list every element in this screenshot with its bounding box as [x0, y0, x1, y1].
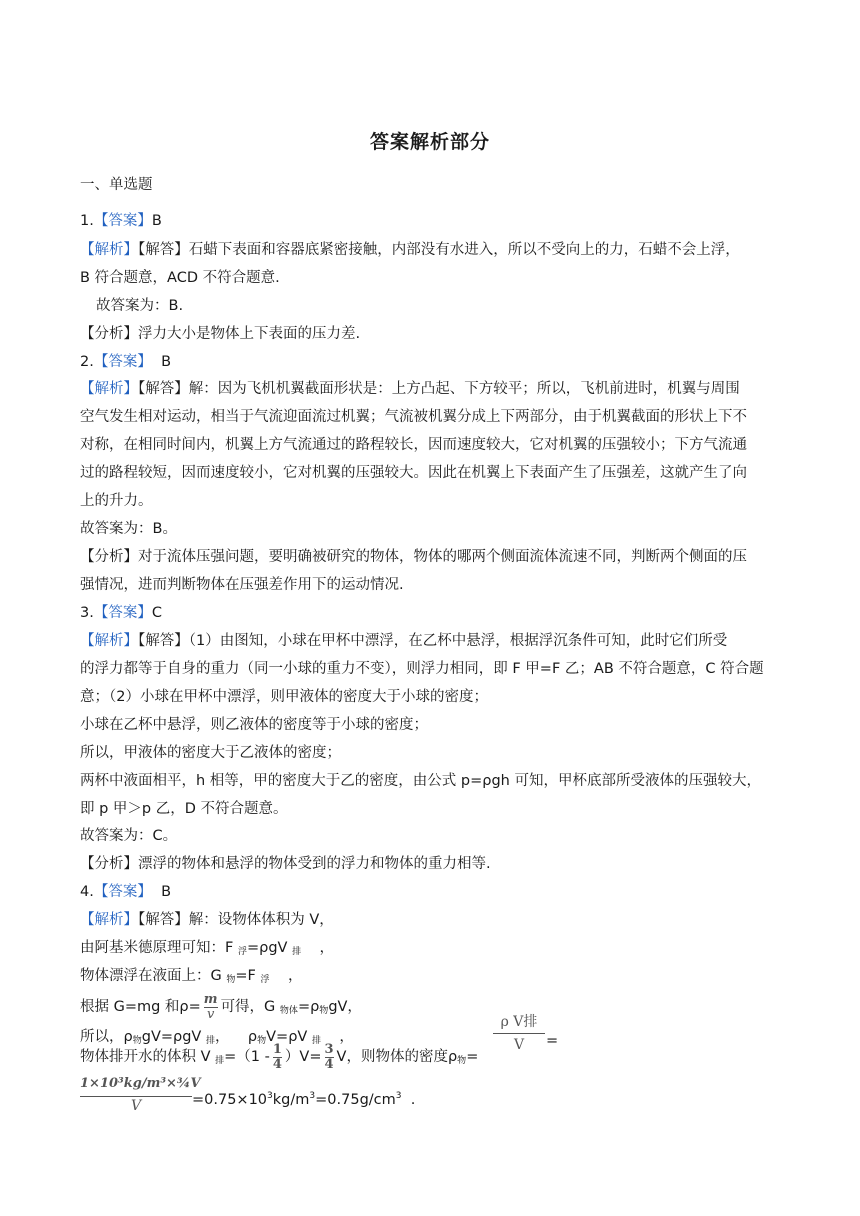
- subscript: 物体: [279, 1006, 298, 1016]
- equals-sign: =: [546, 1033, 559, 1049]
- page-title: 答案解析部分: [369, 131, 490, 153]
- q2-solution-line-4: 过的路程较短，因而速度较小，它对机翼的压强较大。因此在机翼上下表面产生了压强差，这就产生了向: [80, 465, 747, 481]
- q2-solution-line-3: 对称，在相同时间内，机翼上方气流通过的路程较长，因而速度较大，它对机翼的压强较小；下方气流通: [80, 437, 747, 453]
- q4-text: 可得，G: [220, 999, 280, 1015]
- q4-solution-line-4: [80, 992, 780, 1026]
- subscript: 浮: [260, 975, 270, 985]
- q4-text: V=ρV: [266, 1029, 312, 1045]
- subscript: 排: [311, 1036, 321, 1046]
- analysis-tag: 【解析】: [80, 381, 138, 397]
- q4-text: ，: [339, 1029, 354, 1045]
- q4-number: 4.: [80, 884, 94, 900]
- q4-text: =ρgV: [246, 940, 293, 956]
- q4-solution-line-3: [80, 966, 780, 990]
- q3-number: 3.: [80, 605, 94, 621]
- subscript: 排: [215, 1056, 225, 1066]
- solve-tag: 【解答】: [138, 633, 189, 649]
- q4-answer-line: [80, 882, 780, 902]
- q2-text: 解：因为飞机机翼截面形状是：上方凸起、下方较平；所以，飞机前进时，机翼与周围: [188, 381, 740, 397]
- fraction-density-calculation: [80, 1073, 201, 1115]
- q4-text: kg/m: [272, 1092, 310, 1108]
- q1-solution-line-2: B 符合题意，ACD 不符合题意.: [80, 270, 280, 286]
- analysis-tag: 【解析】: [80, 633, 138, 649]
- superscript: 3: [267, 1091, 273, 1101]
- q4-text: =0.75g/cm: [315, 1092, 396, 1108]
- fraction-denominator: v: [204, 1007, 218, 1022]
- fraction-numerator: 1×10³kg/m³×¾V: [80, 1073, 192, 1097]
- subscript: 物: [132, 1036, 142, 1046]
- q1-text: 石蜡下表面和容器底紧密接触，内部没有水进入，所以不受向上的力，石蜡不会上浮，: [188, 242, 740, 258]
- q1-fenxi: 浮力大小是物体上下表面的压力差.: [138, 326, 361, 342]
- q1-conclusion: 故答案为：B.: [96, 298, 184, 314]
- fraction-denominator: V: [513, 1037, 525, 1053]
- q1-answer-line: [80, 211, 780, 231]
- q4-text: 由阿基米德原理可知：F: [80, 940, 238, 956]
- q4-solution-line-1: [80, 910, 780, 930]
- fraction-denominator: V: [130, 1098, 142, 1114]
- q3-answer-line: [80, 603, 780, 623]
- q4-text: 根据 G=mg 和ρ=: [80, 999, 201, 1015]
- q2-solution-line-2: 空气发生相对运动，相当于气流迎面流过机翼；气流被机翼分成上下两部分，由于机翼截面的形状上下不: [80, 409, 747, 425]
- fraction-numerator: ρ V排: [493, 1011, 545, 1034]
- fraction-three-quarters: [325, 1043, 334, 1072]
- q1-fenxi-line: [80, 324, 780, 344]
- q2-solution-line-5: 上的升力。: [80, 493, 153, 509]
- section-heading: 一、单选题: [80, 177, 153, 193]
- q4-text: gV=ρgV: [141, 1029, 206, 1045]
- q3-solution-line-6: 两杯中液面相平，h 相等，甲的密度大于乙的密度，由公式 p=ρgh 可知，甲杯底部所受液体的压强较大，: [80, 773, 761, 789]
- q4-text: 物体排开水的体积 V: [80, 1049, 216, 1065]
- subscript: 浮: [237, 947, 247, 957]
- q4-solution-line-2: [80, 938, 780, 962]
- q2-answer: B: [161, 354, 172, 370]
- fraction-m-over-v: [204, 993, 218, 1022]
- density-result: [192, 1086, 492, 1110]
- q3-solution-line-1: [80, 631, 780, 651]
- analysis-tag: 【解析】: [80, 242, 138, 258]
- superscript: 3: [309, 1091, 316, 1101]
- q3-solution-line-2: 的浮力都等于自身的重力（同一小球的重力不变），则浮力相同，即 F 甲=F 乙；AB 不符合题意，C 符合题: [80, 661, 764, 677]
- fraction-denominator: 4: [324, 1056, 334, 1072]
- q4-solution-line-6: [80, 1041, 500, 1077]
- q1-number: 1.: [80, 213, 94, 229]
- subscript: 物: [319, 1006, 329, 1016]
- q4-text: gV，: [328, 999, 362, 1015]
- q2-conclusion: 故答案为：B。: [80, 521, 177, 537]
- q4-text: =F: [235, 968, 261, 984]
- q4-text: =（1 -: [224, 1049, 270, 1065]
- fraction-one-quarter: [273, 1043, 282, 1072]
- analysis-tag: 【解析】: [80, 912, 138, 928]
- q2-fenxi: 对于流体压强问题，要明确被研究的物体，物体的哪两个侧面流体流速不同，判断两个侧面的压: [138, 549, 747, 565]
- q4-text: 物体漂浮在液面上：G: [80, 968, 227, 984]
- superscript: 3: [395, 1091, 402, 1101]
- q4-text: =ρ: [297, 999, 320, 1015]
- subscript: 物: [457, 1056, 467, 1066]
- q4-text: 所以，ρ: [80, 1029, 133, 1045]
- q1-answer: B: [151, 213, 162, 229]
- q4-text: ）V=: [284, 1049, 322, 1065]
- q3-solution-line-3: 意；（2）小球在甲杯中漂浮，则甲液体的密度大于小球的密度；: [80, 689, 488, 705]
- q3-conclusion: 故答案为：C。: [80, 828, 178, 844]
- answer-tag: 【答案】: [93, 354, 152, 370]
- subscript: 排: [205, 1036, 215, 1046]
- subscript: 排: [292, 947, 302, 957]
- fenxi-tag: 【分析】: [80, 856, 138, 872]
- fraction-numerator: 3: [324, 1041, 334, 1057]
- q3-fenxi-line: [80, 854, 780, 874]
- subscript: 物: [257, 1036, 267, 1046]
- fenxi-tag: 【分析】: [80, 549, 138, 565]
- fenxi-tag: 【分析】: [80, 326, 138, 342]
- answer-tag: 【答案】: [93, 213, 152, 229]
- fraction-numerator: m: [203, 991, 218, 1007]
- q3-solution-line-5: 所以，甲液体的密度大于乙液体的密度；: [80, 745, 341, 761]
- answer-tag: 【答案】: [93, 605, 152, 621]
- q4-text: V，则物体的密度ρ: [336, 1049, 458, 1065]
- q3-text: （1）由图知，小球在甲杯中漂浮，在乙杯中悬浮，根据浮沉条件可知，此时它们所受: [188, 633, 728, 649]
- solve-tag: 【解答】: [138, 242, 189, 258]
- q4-text: .: [401, 1092, 416, 1108]
- q3-answer: C: [151, 605, 162, 621]
- q3-fenxi: 漂浮的物体和悬浮的物体受到的浮力和物体的重力相等.: [138, 856, 491, 872]
- fraction-rho-v-displaced-over-v: [493, 1011, 545, 1056]
- q2-number: 2.: [80, 354, 94, 370]
- q2-solution-line-1: [80, 379, 780, 399]
- q1-solution-line-1: [80, 240, 780, 260]
- fraction-denominator: 4: [272, 1056, 282, 1072]
- solve-tag: 【解答】: [138, 912, 189, 928]
- answer-tag: 【答案】: [93, 884, 152, 900]
- q4-text: =0.75×10: [192, 1092, 268, 1108]
- q2-fenxi-line-1: [80, 547, 780, 567]
- q2-answer-line: [80, 352, 780, 372]
- q4-text: ，: [287, 968, 303, 984]
- q4-text: ，: [319, 940, 335, 956]
- fraction-numerator: 1: [272, 1041, 282, 1057]
- subscript: 物: [226, 975, 236, 985]
- q4-answer: B: [161, 884, 172, 900]
- q4-text: ， ρ: [214, 1029, 258, 1045]
- q3-solution-line-4: 小球在乙杯中悬浮，则乙液体的密度等于小球的密度；: [80, 717, 428, 733]
- solve-tag: 【解答】: [138, 381, 189, 397]
- q4-text: 解：设物体体积为 V，: [188, 912, 334, 928]
- q3-solution-line-7: 即 p 甲＞p 乙，D 不符合题意。: [80, 801, 288, 817]
- q2-fenxi-line-2: 强情况，进而判断物体在压强差作用下的运动情况.: [80, 577, 404, 593]
- q4-text: =: [466, 1049, 479, 1065]
